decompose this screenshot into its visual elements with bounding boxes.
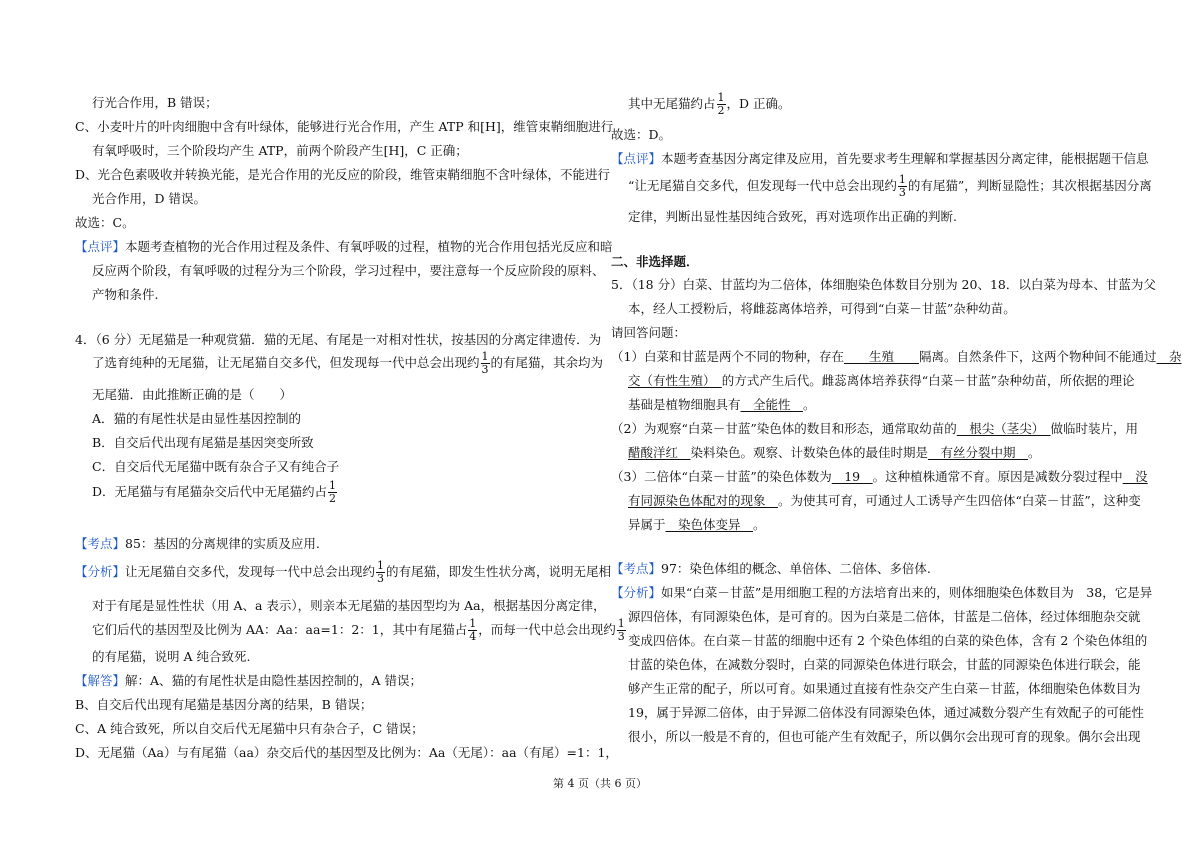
answer-blank: 交（有性生殖） xyxy=(628,373,722,388)
answer-blank: 杂 xyxy=(1156,349,1182,364)
fraction: $\frac{1}{3}$ xyxy=(617,617,625,643)
question-stem: 请回答问题： xyxy=(611,325,687,340)
kaodian-tag: 【考点】 xyxy=(611,561,662,576)
question-stem: 5．（18 分）白菜、甘蓝均为二倍体，体细胞染色体数目分别为 20、18．以白菜为母本、甘蓝为父 xyxy=(611,277,1156,292)
fraction: $\frac{1}{2}$ xyxy=(329,479,337,505)
text-line: 对于有尾是显性性状（用 A、a 表示），则亲本无尾猫的基因型均为 Aa，根据基因分离定律， xyxy=(92,598,606,613)
text-line: 光合作用，D 错误。 xyxy=(92,191,206,206)
answer-blank: 有丝分裂中期 xyxy=(928,445,1029,460)
text-line: 的有尾猫，说明 A 纯合致死. xyxy=(92,649,251,664)
answer-line: 基础是植物细胞具有 全能性 。 xyxy=(628,397,816,412)
kaodian-line: 【考点】97：染色体组的概念、单倍体、二倍体、多倍体. xyxy=(611,561,931,576)
text-line: 够产生正常的配子，所以可育。如果通过直接有性杂交产生白菜－甘蓝，体细胞染色体数目为 xyxy=(628,681,1141,696)
text-line: 行光合作用，B 错误； xyxy=(92,95,218,110)
option-a: A．猫的有尾性状是由显性基因控制的 xyxy=(92,411,302,426)
text-line: C、A 纯合致死，所以自交后代无尾猫中只有杂合子，C 错误； xyxy=(75,721,424,736)
page-footer: 第 4 页（共 6 页） xyxy=(553,777,647,790)
text-line: 产物和条件. xyxy=(92,287,159,302)
answer-blank: 根尖（茎尖） xyxy=(956,421,1051,436)
answer-line: 异属于 染色体变异 。 xyxy=(628,517,766,532)
text-line: “让无尾猫自交多代，但发现每一代中总会出现约 $\frac{1}{3}$ 的有尾猫”，判断显隐性；其次根据基因分离 xyxy=(628,173,1152,199)
fraction: $\frac{1}{3}$ xyxy=(377,559,385,585)
fraction: $\frac{1}{4}$ xyxy=(469,617,477,643)
fraction: $\frac{1}{2}$ xyxy=(717,91,725,117)
text-line: 定律，判断出显性基因纯合致死，再对选项作出正确的判断. xyxy=(628,209,957,224)
text-line: C、小麦叶片的叶肉细胞中含有叶绿体，能够进行光合作用，产生 ATP 和[H]，维管束鞘细胞进行 xyxy=(75,119,614,134)
answer-line: 醋酸洋红 染料染色。观察、计数染色体的最佳时期是 有丝分裂中期 。 xyxy=(628,445,1041,460)
fenxi-line: 【分析】如果“白菜－甘蓝”是用细胞工程的方法培育出来的，则体细胞染色体数目为 38，它是异 xyxy=(611,585,1153,600)
answer-blank: 没 xyxy=(1122,469,1148,484)
text-line: 很小，所以一般是不育的，但也可能产生有效配子，所以偶尔会出现可育的现象。偶尔会出现 xyxy=(628,729,1141,744)
comment-line xyxy=(75,240,613,254)
comment-line: 【点评】本题考查基因分离定律及应用，首先要求考生理解和掌握基因分离定律，能根据题干信息 xyxy=(611,151,1149,166)
text-line: D、光合色素吸收并转换光能，是光合作用的光反应的阶段，维管束鞘细胞不含叶绿体，不能进行 xyxy=(75,167,611,182)
text-line: 源四倍体，有同源染色体，是可育的。因为白菜是二倍体，甘蓝是二倍体，经过体细胞杂交就 xyxy=(628,609,1141,624)
option-d: D．无尾猫与有尾猫杂交后代中无尾猫约占 $\frac{1}{2}$ xyxy=(92,479,337,505)
text-line: 故选：D。 xyxy=(611,127,672,142)
answer-blank: 有同源染色体配对的现象 xyxy=(628,493,779,508)
fenxi-tag: 【分析】 xyxy=(611,585,662,600)
option-c: C．自交后代无尾猫中既有杂合子又有纯合子 xyxy=(92,459,340,474)
jieda-tag: 【解答】 xyxy=(75,673,126,688)
kaodian-line: 【考点】85：基因的分离规律的实质及应用. xyxy=(75,536,320,551)
fenxi-tag: 【分析】 xyxy=(75,564,126,579)
question-stem: 无尾猫．由此推断正确的是（ ） xyxy=(92,387,293,402)
answer-line: 交（有性生殖） 的方式产生后代。雌蕊离体培养获得“白菜－甘蓝”杂种幼苗，所依据的理论 xyxy=(628,373,1135,388)
section-heading: 二、非选择题． xyxy=(611,254,699,269)
comment-text: 本题考查植物的光合作用过程及条件、有氧呼吸的过程，植物的光合作用包括光反应和暗 xyxy=(125,239,613,254)
answer-line: 有同源染色体配对的现象 。为使其可育，可通过人工诱导产生四倍体“白菜－甘蓝”，这种变 xyxy=(628,493,1141,508)
answer-blank: 全能性 xyxy=(740,397,804,412)
text-line: 其中无尾猫约占 $\frac{1}{2}$ ，D 正确。 xyxy=(628,91,791,117)
option-b: B．自交后代出现有尾猫是基因突变所致 xyxy=(92,435,314,450)
kaodian-tag: 【考点】 xyxy=(75,536,126,551)
text-line: 变成四倍体。在白菜－甘蓝的细胞中还有 2 个染色体组的白菜的染色体，含有 2 个染色体组的 xyxy=(628,633,1148,648)
question-stem: 了选育纯种的无尾猫，让无尾猫自交多代，但发现每一代中总会出现约 $\frac{1}{3}$ 的有尾猫，其余均为 xyxy=(92,350,604,376)
fenxi-line: 【分析】让无尾猫自交多代，发现每一代中总会出现约 $\frac{1}{3}$ 的有尾猫，即发生性状分离，说明无尾相 xyxy=(75,559,612,585)
text-line: 它们后代的基因型及比例为 AA：Aa：aa=1：2：1，其中有尾猫占 $\frac{1}{4}$ ，而每一代中总会出现约 $\frac{1}{3}$ xyxy=(92,617,625,643)
answer-line: （2）为观察“白菜－甘蓝”染色体的数目和形态，通常取幼苗的 根尖（茎尖） 做临时装片，用 xyxy=(611,421,1139,436)
fraction: $\frac{1}{3}$ xyxy=(898,173,906,199)
answer-line: （1）白菜和甘蓝是两个不同的物种，存在 生殖 隔离。自然条件下，这两个物种间不能通过 杂 xyxy=(611,349,1182,364)
text-line: 甘蓝的染色体，在减数分裂时，白菜的同源染色体进行联会，甘蓝的同源染色体进行联会，能 xyxy=(628,657,1141,672)
answer-blank: 醋酸洋红 xyxy=(628,445,691,460)
answer-blank: 生殖 xyxy=(843,349,919,364)
jieda-line: 【解答】解：A、猫的有尾性状是由隐性基因控制的，A 错误； xyxy=(75,673,423,688)
answer-blank: 19 xyxy=(831,469,873,484)
answer-line: （3）二倍体“白菜－甘蓝”的染色体数为 19 。这种植株通常不育。原因是减数分裂过程中 没 xyxy=(611,469,1148,484)
question-stem: 本，经人工授粉后，将雌蕊离体培养，可得到“白菜－甘蓝”杂种幼苗。 xyxy=(628,301,1016,316)
question-stem: 4．（6 分）无尾猫是一种观赏猫．猫的无尾、有尾是一对相对性状，按基因的分离定律遗传．为 xyxy=(75,332,602,347)
comment-tag: 【点评】 xyxy=(611,151,662,166)
text-line: 反应两个阶段，有氧呼吸的过程分为三个阶段，学习过程中，要注意每一个反应阶段的原料、 xyxy=(92,263,605,278)
text-line: 故选：C。 xyxy=(75,215,135,230)
answer-blank: 染色体变异 xyxy=(665,517,754,532)
text-line: 有氧呼吸时，三个阶段均产生 ATP，前两个阶段产生[H]，C 正确； xyxy=(92,143,468,158)
text-line: D、无尾猫（Aa）与有尾猫（aa）杂交后代的基因型及比例为：Aa（无尾）：aa（有尾）=1：1， xyxy=(75,745,618,760)
text-line: B、自交后代出现有尾猫是基因分离的结果，B 错误； xyxy=(75,697,373,712)
text-line: 19，属于异源二倍体，由于异源二倍体没有同源染色体，通过减数分裂产生有效配子的可能性 xyxy=(628,705,1144,720)
comment-tag: 【点评】 xyxy=(75,239,126,254)
fraction: $\frac{1}{3}$ xyxy=(481,350,489,376)
